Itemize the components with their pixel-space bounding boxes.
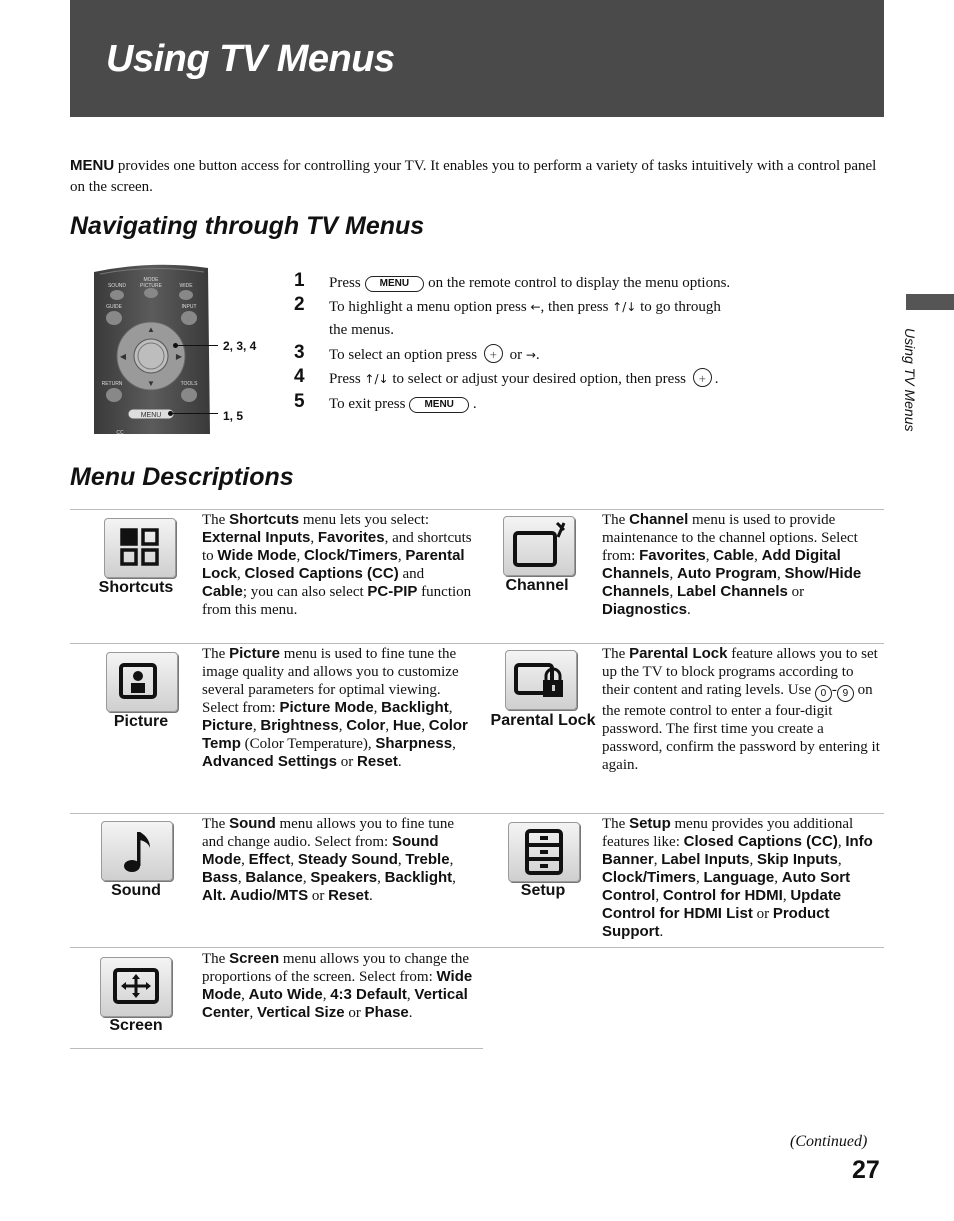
option-name: Sharpness [375,735,453,752]
step-number: 1 [294,270,305,291]
option-name: Add Digital Channels [602,547,841,582]
description-text: , [290,852,298,868]
description-text: . [659,924,664,940]
option-name: Picture [229,645,280,662]
description-text: . [397,754,402,770]
option-name: Balance [245,869,303,886]
description-text: , [397,548,406,564]
step-number: 2 [294,294,305,315]
option-name: Auto Wide [248,986,323,1003]
description-text: , [837,834,846,850]
description-text: , [310,530,318,546]
description-text: , [377,870,385,886]
parental-lock-description [602,645,882,774]
description-text: menu is used to provide maintenance to the channel options. Select from: [602,512,858,564]
option-name: Treble [405,851,450,868]
description-text: , [373,700,382,716]
description-text: The [202,512,230,528]
callout-line-menu [171,413,218,414]
description-text: or [337,754,358,770]
option-name: Vertical Size [257,1004,345,1021]
remote-label-input: INPUT [181,304,197,310]
description-text: , [448,700,453,716]
callout-dpad-steps: 2, 3, 4 [223,339,257,353]
picture-description [202,645,474,771]
picture-label: Picture [113,713,169,730]
shortcuts-description [202,511,472,619]
remote-label-picture: PICTURE [140,283,162,289]
screen-label: Screen [109,1017,163,1034]
sound-label: Sound [111,882,161,899]
description-text: , [669,584,678,600]
description-text: ; you can also select [242,584,368,600]
description-text: , [653,852,662,868]
description-text: (Color Temperature), [240,736,376,752]
intro-menu-word: MENU [70,157,115,174]
step-number: 4 [294,366,305,387]
menu-button-icon: MENU [365,276,424,292]
description-text: The [602,816,630,832]
option-name: Parental Lock [202,547,465,582]
option-name: Auto Program [677,565,778,582]
enter-button-icon [693,368,712,387]
description-text: , [774,870,782,886]
option-name: Sound Mode [202,833,439,868]
option-name: Update Control for HDMI List [602,887,842,922]
step-text: , then press [540,299,609,315]
navigating-heading: Navigating through TV Menus [70,212,425,240]
option-name: Label Channels [677,583,788,600]
description-text: The [202,951,230,967]
side-section-label [898,328,922,468]
step-text: . [472,396,477,412]
arrow-left-icon: ← [530,300,541,314]
page-number: 27 [852,1156,880,1184]
description-text: function from this menu. [202,584,472,618]
arrow-right-icon: → [525,348,536,362]
option-name: Parental Lock [629,645,728,662]
side-label-text: Using TV Menus [902,328,918,432]
option-name: Hue [392,717,422,734]
description-text: , [249,1005,258,1021]
menu-button-icon: MENU [409,397,468,413]
option-name: Closed Captions (CC) [683,833,838,850]
option-name: Info Banner [602,833,873,868]
description-text: or [787,584,805,600]
table-rule [70,509,884,510]
description-text: menu is used to fine tune the image quality and allows you to customize several parameters for optimal viewing. Select from: [202,646,459,716]
description-text: or [752,906,773,922]
step-text: to go through [640,299,721,315]
page-title: Using TV Menus [106,38,395,80]
description-text: , [237,566,245,582]
table-rule [70,813,884,814]
description-text: , [655,888,663,904]
option-name: Clock/Timers [602,869,696,886]
step-text: or [509,347,523,363]
intro-text: provides one button access for controlling your TV. It enables you to perform a variety of tasks intuitively with a control panel on the screen. [70,158,877,195]
option-name: Phase [364,1004,409,1021]
enter-button-icon [484,344,503,363]
step-text: Press [329,371,361,387]
description-text: The [602,646,630,662]
arrow-up-down-icon: ↑/↓ [364,372,389,386]
option-name: Favorites [639,547,706,564]
option-name: Diagnostics [602,601,688,618]
arrow-up-down-icon: ↑/↓ [612,300,637,314]
description-text: on the remote control to enter a four-digit password. The first time you create a password, confirm the password by entering it again. [602,682,880,773]
option-name: Label Inputs [661,851,750,868]
option-name: Closed Captions (CC) [244,565,399,582]
description-text: , [669,566,678,582]
remote-label-tools: TOOLS [180,381,198,387]
description-text: , [749,852,758,868]
channel-description [602,511,882,619]
remote-label-menu: MENU [140,412,162,419]
setup-description [602,815,884,941]
remote-label-return: RETURN [101,381,123,387]
option-name: Sound [229,815,276,832]
option-name: Reset [357,753,398,770]
table-rule [70,947,884,948]
screen-description [202,950,480,1022]
option-name: Brightness [260,717,339,734]
option-name: Speakers [310,869,378,886]
description-text: , [385,718,393,734]
description-text: , [452,870,456,886]
description-text: , and shortcuts to [202,530,472,564]
option-name: Effect [248,851,291,868]
option-name: Steady Sound [297,851,398,868]
svg-text:▲: ▲ [147,325,155,334]
svg-text:◀: ◀ [119,352,127,361]
option-name: Advanced Settings [202,753,338,770]
step-number: 5 [294,391,305,412]
option-name: PC-PIP [367,583,418,600]
side-tab-marker [906,294,954,310]
setup-label: Setup [520,882,566,899]
remote-control-illustration [92,262,212,434]
option-name: Control for HDMI [662,887,783,904]
description-text: , [449,852,454,868]
option-name: Backlight [384,869,453,886]
option-name: 4:3 Default [330,986,407,1003]
option-name: Alt. Audio/MTS [202,887,309,904]
option-name: Auto Sort Control [602,869,851,904]
description-text: , [237,870,246,886]
option-name: Clock/Timers [303,547,398,564]
remote-label-guide: GUIDE [106,304,122,310]
intro-paragraph [70,155,884,198]
menu-descriptions-heading: Menu Descriptions [70,463,294,491]
description-text: menu allows you to change the proportions of the screen. Select from: [202,951,470,985]
option-name: Bass [202,869,238,886]
svg-text:▶: ▶ [175,352,183,361]
step-text: To select an option press [329,347,478,363]
description-text: feature allows you to set up the TV to block programs according to their content and rating levels. Use [602,646,878,698]
description-text: , [421,718,429,734]
sound-description [202,815,474,905]
description-text: , [837,852,842,868]
picture-portrait-icon [106,652,178,712]
option-name: Color [346,717,386,734]
table-rule [70,643,884,644]
table-rule [70,1048,483,1049]
step-text: To highlight a menu option press [329,299,527,315]
step-text: . [714,371,719,387]
option-name: Shortcuts [229,511,300,528]
description-text: The [602,512,630,528]
description-text: , [296,548,304,564]
option-name: Product Support [602,905,830,940]
option-name: Favorites [317,529,385,546]
step-text: To exit press [329,396,406,412]
description-text: The [202,646,230,662]
shortcuts-label: Shortcuts [98,579,174,596]
option-name: Cable [202,583,243,600]
digit-9-button-icon: 9 [837,685,854,702]
callout-menu-steps: 1, 5 [223,409,244,423]
description-text: , [754,548,762,564]
description-text: , [302,870,311,886]
description-text: , [777,566,785,582]
description-text: . [408,1005,413,1021]
description-text: or [344,1005,365,1021]
description-text: , [705,548,714,564]
description-text: , [241,852,249,868]
description-text: , [338,718,347,734]
option-name: External Inputs [202,529,311,546]
step-text: Press [329,275,361,291]
step-text: the menus. [329,322,394,338]
remote-control-icon [92,262,212,434]
option-name: Reset [328,887,369,904]
continued-note: (Continued) [790,1133,868,1150]
setup-toolbox-icon [508,822,580,882]
option-name: Setup [629,815,671,832]
parental-lock-icon [505,650,577,710]
description-text: , [322,987,331,1003]
option-name: Screen [229,950,280,967]
description-text: The [202,816,230,832]
svg-text:▼: ▼ [147,379,155,388]
music-note-icon [101,821,173,881]
description-text: , [241,987,249,1003]
option-name: Show/Hide Channels [602,565,862,600]
description-text: - [831,682,837,698]
description-text: , [406,987,415,1003]
parental-lock-label: Parental Lock [490,712,596,729]
option-name: Picture Mode [279,699,374,716]
step-text: on the remote control to display the menu options. [428,275,731,291]
option-name: Vertical Center [202,986,468,1021]
shortcuts-grid-icon [104,518,176,578]
option-name: Channel [629,511,689,528]
step-text: to select or adjust your desired option, then press [392,371,687,387]
remote-label-cc: CC [116,430,124,434]
description-text: and [398,566,425,582]
description-text: . [687,602,691,618]
digit-0-button-icon: 0 [815,685,832,702]
option-name: Cable [713,547,755,564]
channel-label: Channel [505,577,569,594]
description-text: , [397,852,406,868]
option-name: Wide Mode [217,547,297,564]
option-name: Color Temp [202,717,468,752]
step-text: . [535,347,540,363]
description-text: menu provides you additional features like: [602,816,854,850]
remote-label-mode: MODE [143,277,159,283]
option-name: Skip Inputs [757,851,838,868]
option-name: Wide Mode [202,968,473,1003]
description-text: menu allows you to fine tune and change audio. Select from: [202,816,455,850]
option-name: Backlight [381,699,449,716]
description-text: or [308,888,329,904]
option-name: Picture [202,717,253,734]
description-text: , [252,718,261,734]
step-number: 3 [294,342,305,363]
description-text: , [695,870,704,886]
screen-arrows-icon [100,957,172,1017]
description-text: , [782,888,791,904]
callout-line-dpad [176,345,218,346]
tv-channel-icon [503,516,575,576]
remote-label-wide: WIDE [179,283,193,289]
description-text: . [368,888,373,904]
description-text: menu lets you select: [299,512,430,528]
header-banner [70,0,884,117]
option-name: Language [703,869,775,886]
remote-label-sound: SOUND [107,283,127,289]
description-text: , [452,736,456,752]
